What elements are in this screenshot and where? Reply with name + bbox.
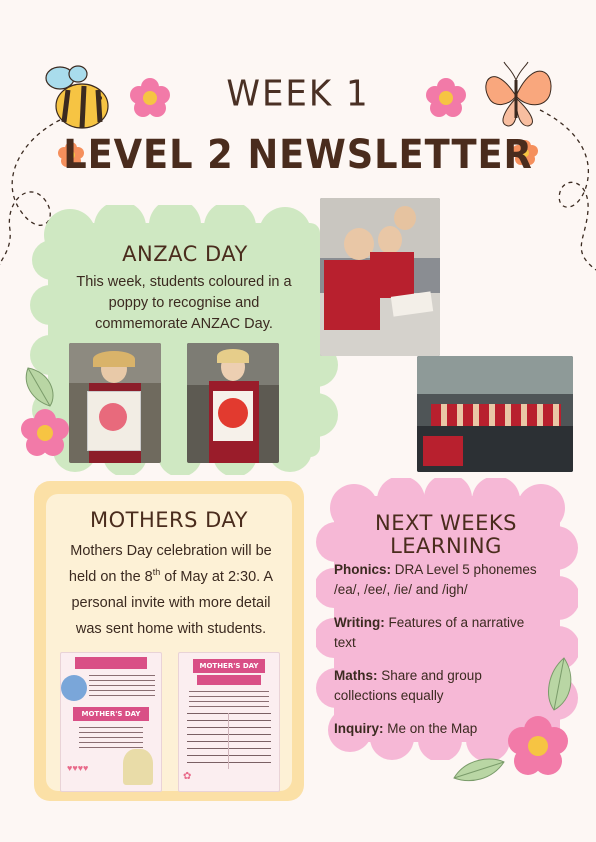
- photo-student-poppy-2: [187, 343, 279, 463]
- week-label: WEEK 1: [226, 73, 370, 115]
- next-item-phonics: [334, 560, 548, 599]
- anzac-heading: ANZAC DAY: [122, 242, 248, 266]
- mothers-body-sup: th: [152, 567, 161, 578]
- flyer-invite-right: MOTHER'S DAY ✿: [178, 652, 280, 792]
- next-item-maths: [334, 666, 548, 705]
- next-item-label: Phonics:: [334, 562, 392, 577]
- next-item-label: Writing:: [334, 615, 385, 631]
- flyer-invite-left: MOTHER'S DAY ♥♥♥♥: [60, 652, 162, 792]
- next-item-label: Inquiry:: [334, 721, 384, 737]
- page-title: LEVEL 2 NEWSLETTER: [63, 132, 533, 178]
- next-item-label: Maths:: [334, 668, 378, 684]
- next-item-text: Share and group collections equally: [334, 668, 482, 703]
- mothers-body-part: of May at 2:30. A personal invite with more detail was sent home with students.: [71, 569, 274, 638]
- flyer-left-banner: MOTHER'S DAY: [73, 707, 149, 721]
- leaf-icon: [20, 364, 60, 408]
- next-item-text: Features of a narrative text: [334, 615, 525, 650]
- next-item-text: DRA Level 5 phonemes /ea/, /ee/, /ie/ and /igh/: [334, 562, 537, 597]
- photo-student-poppy-1: [69, 343, 161, 463]
- flyer-right-banner: MOTHER'S DAY: [193, 659, 265, 673]
- photo-students-desk: [320, 198, 440, 356]
- mothers-body: [58, 538, 284, 642]
- anzac-body: This week, students coloured in a poppy to recognise and commemorate ANZAC Day.: [76, 274, 292, 333]
- next-item-text: Me on the Map: [383, 721, 478, 737]
- leaf-icon: [542, 656, 576, 712]
- leaf-icon: [452, 754, 506, 784]
- next-weeks-heading: NEXT WEEKS LEARNING: [375, 511, 517, 559]
- mothers-heading: MOTHERS DAY: [90, 508, 248, 532]
- flower-icon: [18, 406, 72, 460]
- mothers-body-part: Mothers Day celebration will be held on the 8: [68, 543, 272, 586]
- photo-class-group: [417, 356, 573, 472]
- flower-icon: [504, 712, 572, 780]
- next-item-writing: [334, 613, 548, 652]
